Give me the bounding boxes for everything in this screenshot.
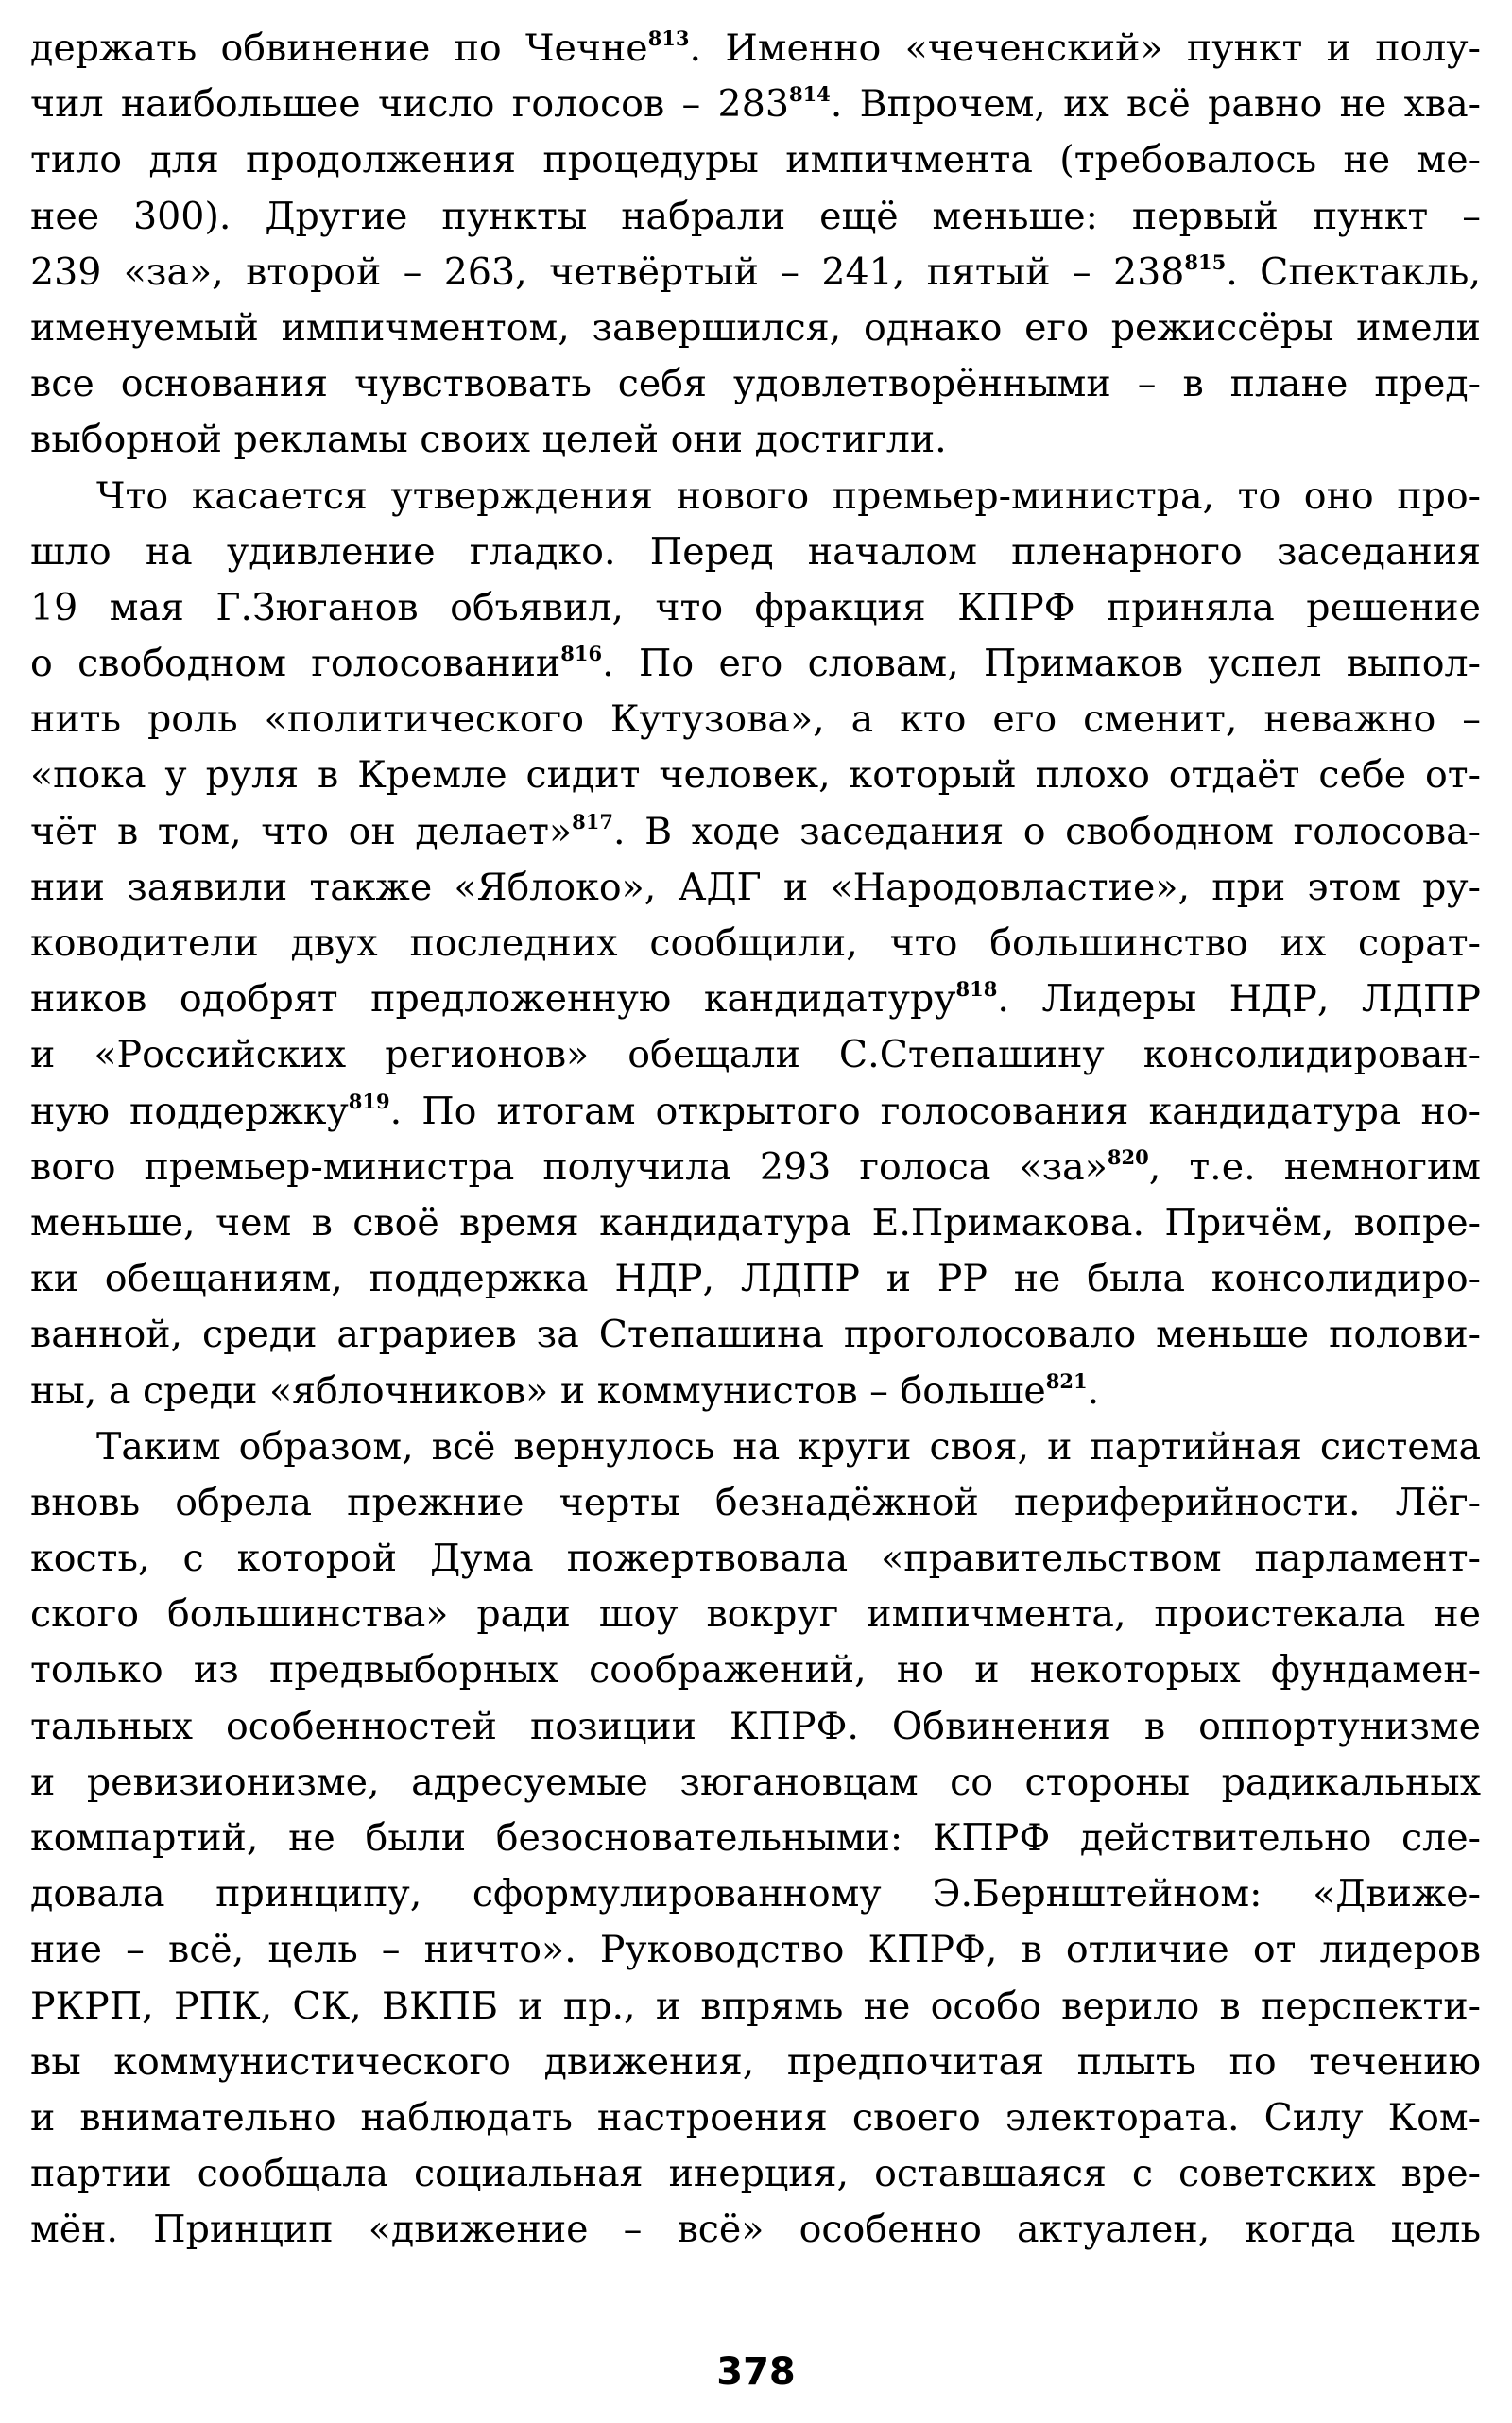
text-run: нить роль «политического Кутузова», а кто его сменит, неважно – [30,697,1481,742]
text-line [30,1699,1481,1755]
text-line [30,692,1481,748]
text-line [30,132,1481,188]
text-line [30,1251,1481,1307]
text-line [30,1084,1481,1140]
text-run: ны, а среди «яблочников» и коммунистов – больше [30,1368,1046,1413]
text-run: Что касается утверждения нового премьер-министра, то оно про- [96,473,1481,518]
text-line [30,1195,1481,1251]
text-run: о свободном голосовании [30,642,561,686]
text-run: все основания чувствовать себя удовлетворёнными – в плане пред- [30,362,1481,406]
page-number: 378 [716,2350,796,2394]
text-line [30,1475,1481,1531]
text-line [30,1642,1481,1698]
text-run: шло на удивление гладко. Перед началом пленарного заседания [30,529,1481,574]
footnote-ref: 813 [647,26,690,50]
text-run: и внимательно наблюдать настроения своего электората. Силу Ком- [30,2095,1481,2139]
footnote-ref: 820 [1107,1144,1149,1169]
text-line [30,245,1481,301]
text-run: . Спектакль, [1226,249,1481,294]
text-run: меньше, чем в своё время кандидатура Е.Примакова. Причём, вопре- [30,1200,1481,1245]
text-line [30,469,1481,524]
text-run: держать обвинение по Чечне [30,26,648,70]
text-line [30,189,1481,245]
text-run: ки обещаниям, поддержка НДР, ЛДПР и РР не была консолидиро- [30,1257,1481,1301]
text-line [30,524,1481,580]
text-run: . [1087,1368,1100,1413]
text-run: выборной рекламы своих целей они достигли. [30,418,947,462]
text-run: довала принципу, сформулированному Э.Бернштейном: «Движе- [30,1872,1481,1916]
text-run: . Лидеры НДР, ЛДПР [997,977,1481,1022]
text-line [30,1755,1481,1811]
text-run: РКРП, РПК, СК, ВКПБ и пр., и впрямь не особо верило в перспекти- [30,1984,1481,2028]
text-line [30,21,1481,77]
text-line [30,2146,1481,2202]
text-run: ского большинства» ради шоу вокруг импичмента, проистекала не [30,1592,1481,1637]
text-line [30,1811,1481,1866]
text-line [30,636,1481,692]
text-line [30,2202,1481,2258]
text-line [30,804,1481,860]
text-run: . В ходе заседания о свободном голосова- [612,809,1481,853]
text-line [30,1587,1481,1642]
paragraph [30,21,1481,469]
text-run: компартий, не были безосновательными: КПРФ действительно сле- [30,1816,1481,1860]
text-line [30,748,1481,803]
text-line [30,2035,1481,2090]
text-line [30,1140,1481,1195]
text-run: и ревизионизме, адресуемые зюгановцам со стороны радикальных [30,1760,1481,1804]
text-run: ководители двух последних сообщили, что большинство их сорат- [30,921,1481,965]
text-run: Таким образом, всё вернулось на круги своя, и партийная система [96,1424,1481,1469]
text-line [30,916,1481,971]
text-run: чил наибольшее число голосов – 283 [30,82,789,127]
text-run: 239 «за», второй – 263, четвёртый – 241, пятый – 238 [30,249,1185,294]
text-run: . По итогам открытого голосования кандидатура но- [389,1089,1481,1133]
text-line [30,1866,1481,1922]
text-run: . Впрочем, их всё равно не хва- [830,82,1481,127]
text-run: тило для продолжения процедуры импичмента (требовалось не ме- [30,138,1481,182]
text-run: нее 300). Другие пункты набрали ещё меньше: первый пункт – [30,194,1481,238]
text-run: кость, с которой Дума пожертвовала «правительством парламент- [30,1537,1481,1581]
text-line [30,580,1481,636]
text-run: «пока у руля в Кремле сидит человек, который плохо отдаёт себе от- [30,753,1481,798]
text-run: именуемый импичментом, завершился, однако его режиссёры имели [30,305,1481,350]
text-line [30,356,1481,412]
text-line [30,971,1481,1027]
text-line [30,1979,1481,2035]
text-line [30,1307,1481,1363]
text-run: чёт в том, что он делает» [30,809,573,853]
text-run: мён. Принцип «движение – всё» особенно актуален, когда цель [30,2208,1481,2252]
text-run: тальных особенностей позиции КПРФ. Обвинения в оппортунизме [30,1704,1481,1748]
text-run: и «Российских регионов» обещали С.Степашину консолидирован- [30,1033,1481,1077]
footnote-ref: 814 [788,82,831,107]
text-run: 19 мая Г.Зюганов объявил, что фракция КПРФ приняла решение [30,585,1481,629]
paragraph [30,469,1481,1419]
body-text [30,21,1481,2259]
text-run: только из предвыборных соображений, но и некоторых фундамен- [30,1648,1481,1693]
footnote-ref: 815 [1184,249,1227,274]
text-run: . По его словам, Примаков успел выпол- [602,642,1481,686]
text-line [30,1922,1481,1978]
footnote-ref: 816 [560,642,603,666]
paragraph [30,1419,1481,2259]
text-run: , т.е. немногим [1148,1144,1481,1189]
text-line [30,1027,1481,1083]
text-line [30,2090,1481,2146]
footnote-ref: 818 [955,977,998,1002]
text-run: вы коммунистического движения, предпочитая плыть по течению [30,2039,1481,2084]
footnote-ref: 819 [348,1089,390,1113]
text-run: нии заявили также «Яблоко», АДГ и «Народовластие», при этом ру- [30,865,1481,909]
text-line [30,77,1481,132]
text-run: вого премьер-министра получила 293 голоса «за» [30,1144,1108,1189]
footnote-ref: 821 [1045,1368,1088,1393]
text-run: . Именно «чеченский» пункт и полу- [689,26,1481,70]
text-run: ную поддержку [30,1089,349,1133]
footnote-ref: 817 [572,809,613,833]
text-run: ние – всё, цель – ничто». Руководство КПРФ, в отличие от лидеров [30,1928,1481,1972]
text-run: ванной, среди аграриев за Степашина проголосовало меньше полови- [30,1313,1481,1357]
text-line [30,1419,1481,1475]
text-run: ников одобрят предложенную кандидатуру [30,977,956,1022]
text-run: вновь обрела прежние черты безнадёжной периферийности. Лёг- [30,1480,1481,1524]
text-line [30,1364,1481,1419]
text-line [30,860,1481,916]
text-line [30,1531,1481,1587]
text-line [30,301,1481,356]
text-line [30,412,1481,468]
text-run: партии сообщала социальная инерция, оставшаяся с советских вре- [30,2152,1481,2196]
